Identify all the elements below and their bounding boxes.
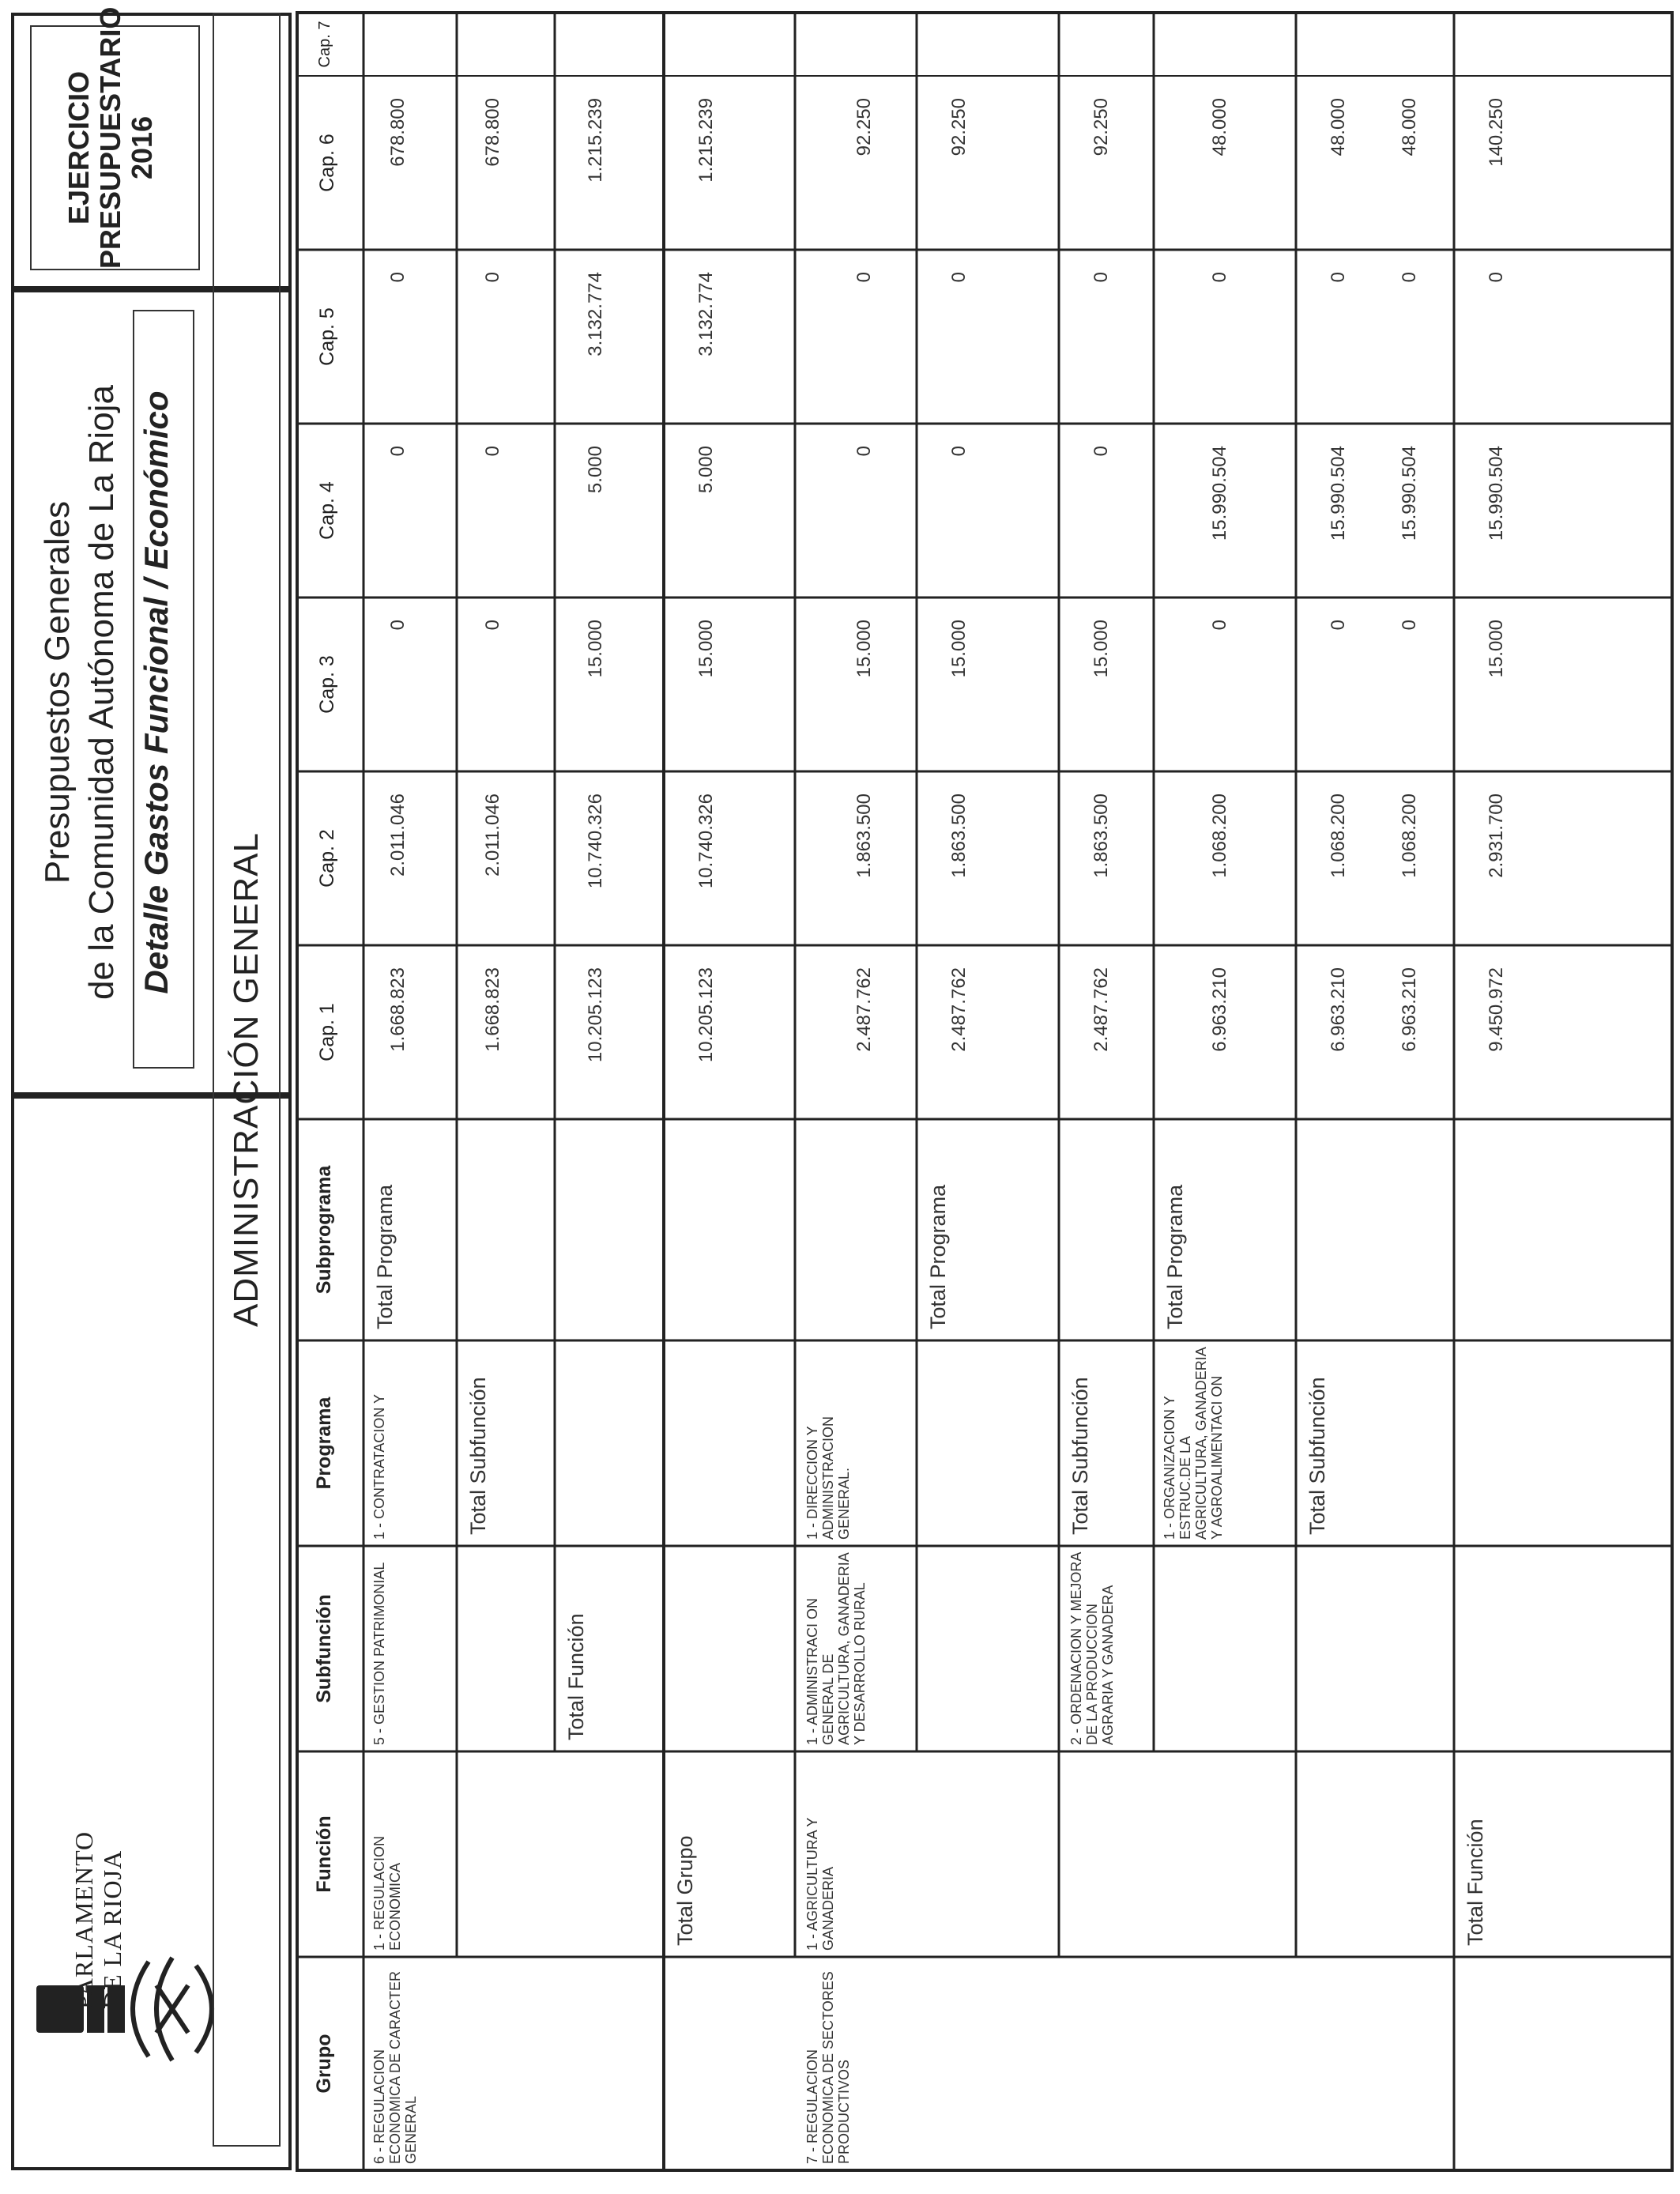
year-line2: PRESUPUESTARIO xyxy=(94,6,126,269)
programa-6-1-5-1-label: 1 - CONTRATACION Y xyxy=(371,1393,387,1540)
parliament-name-line1: PARLAMENTO xyxy=(70,1830,98,2009)
value-cell: 0 xyxy=(948,446,970,457)
value-cell: 15.990.504 xyxy=(1209,446,1230,541)
subfuncion-7-1-1-label: 1 - ADMINISTRACI ON GENERAL DE AGRICULTURA, GANADERIA Y DESARROLLO RURAL xyxy=(804,1553,868,1745)
value-cell: 48.000 xyxy=(1399,98,1420,156)
funcion-6-1-label: 1 - REGULACION ECONOMICA xyxy=(371,1835,403,1951)
value-cell: 0 xyxy=(387,446,409,457)
col-header-cap6: Cap. 6 xyxy=(316,134,338,192)
title-line2: de la Comunidad Autónoma de La Rioja xyxy=(82,385,121,1000)
col-header-cap5: Cap. 5 xyxy=(316,307,338,366)
title-line1: Presupuestos Generales xyxy=(38,500,77,884)
total-grupo-label: Total Grupo xyxy=(673,1835,697,1946)
value-cell: 0 xyxy=(1399,272,1420,283)
value-cell: 15.990.504 xyxy=(1486,446,1507,541)
value-cell: 10.205.123 xyxy=(585,967,606,1063)
value-cell: 10.740.326 xyxy=(585,794,606,889)
value-cell: 0 xyxy=(948,272,970,283)
value-cell: 1.863.500 xyxy=(1090,794,1112,878)
grupo-7-label: 7 - REGULACION ECONOMICA DE SECTORES PRODUCTIVOS xyxy=(804,1971,852,2164)
value-cell: 2.011.046 xyxy=(387,794,409,876)
value-cell: 15.000 xyxy=(1090,620,1112,678)
value-cell: 2.487.762 xyxy=(948,967,970,1052)
value-cell: 0 xyxy=(1209,620,1230,631)
value-cell: 2.487.762 xyxy=(853,967,875,1052)
funcion-7-1-label: 1 - AGRICULTURA Y GANADERIA xyxy=(804,1817,836,1951)
value-cell: 15.990.504 xyxy=(1328,446,1349,541)
parliament-name-line2: DE LA RIOJA xyxy=(98,1849,126,2009)
col-header-subfuncion: Subfunción xyxy=(313,1594,335,1703)
value-cell: 1.215.239 xyxy=(695,98,717,183)
value-cell: 0 xyxy=(1328,620,1349,631)
value-cell: 0 xyxy=(1209,272,1230,283)
value-cell: 0 xyxy=(482,272,503,283)
value-cell: 0 xyxy=(387,272,409,283)
value-cell: 92.250 xyxy=(948,98,970,156)
value-cell: 1.068.200 xyxy=(1399,794,1420,878)
value-cell: 10.740.326 xyxy=(695,794,717,889)
value-cell: 1.863.500 xyxy=(853,794,875,878)
value-cell: 0 xyxy=(1090,446,1112,457)
col-header-programa: Programa xyxy=(313,1397,335,1490)
value-cell: 6.963.210 xyxy=(1399,967,1420,1052)
value-cell: 15.000 xyxy=(853,620,875,678)
value-cell: 1.863.500 xyxy=(948,794,970,878)
value-cell: 5.000 xyxy=(695,446,717,494)
programa-7-1-2-1-label: 1 - ORGANIZACION Y ESTRUC.DE LA AGRICULTURA, GANADERIA Y AGROALIMENTACI ON xyxy=(1162,1348,1225,1540)
subfuncion-6-1-5-label: 5 - GESTION PATRIMONIAL xyxy=(371,1562,387,1745)
total-subfuncion-label: Total Subfunción xyxy=(1068,1377,1092,1535)
subtitle: Detalle Gastos Funcional / Económico xyxy=(137,390,175,994)
value-cell: 0 xyxy=(1486,272,1507,283)
year-line3: 2016 xyxy=(126,115,158,180)
value-cell: 10.205.123 xyxy=(695,967,717,1063)
value-cell: 1.668.823 xyxy=(387,967,409,1052)
value-cell: 0 xyxy=(482,620,503,631)
value-cell: 1.215.239 xyxy=(585,98,606,183)
value-cell: 0 xyxy=(1328,272,1349,283)
value-cell: 1.668.823 xyxy=(482,967,503,1052)
value-cell: 1.068.200 xyxy=(1328,794,1349,878)
value-cell: 0 xyxy=(482,446,503,457)
value-cell: 0 xyxy=(387,620,409,631)
value-cell: 0 xyxy=(853,446,875,457)
value-cell: 0 xyxy=(853,272,875,283)
value-cell: 6.963.210 xyxy=(1209,967,1230,1052)
value-cell: 2.487.762 xyxy=(1090,967,1112,1052)
total-programa-label: Total Programa xyxy=(1163,1184,1187,1329)
value-cell: 2.011.046 xyxy=(482,794,503,876)
value-cell: 2.931.700 xyxy=(1486,794,1507,878)
col-header-cap4: Cap. 4 xyxy=(316,481,338,540)
total-subfuncion-label: Total Subfunción xyxy=(466,1377,490,1535)
value-cell: 3.132.774 xyxy=(585,272,606,356)
total-programa-label: Total Programa xyxy=(926,1184,950,1329)
year-line1: EJERCICIO xyxy=(62,70,95,225)
section-title: ADMINISTRACIÓN GENERAL xyxy=(227,832,266,1327)
value-cell: 6.963.210 xyxy=(1328,967,1349,1052)
value-cell: 15.000 xyxy=(948,620,970,678)
value-cell: 678.800 xyxy=(387,98,409,167)
col-header-funcion: Función xyxy=(313,1815,335,1893)
value-cell: 9.450.972 xyxy=(1486,967,1507,1052)
value-cell: 15.000 xyxy=(695,620,717,678)
value-cell: 5.000 xyxy=(585,446,606,494)
total-programa-label: Total Programa xyxy=(373,1184,397,1329)
col-header-cap3: Cap. 3 xyxy=(316,655,338,714)
value-cell: 1.068.200 xyxy=(1209,794,1230,878)
value-cell: 3.132.774 xyxy=(695,272,717,356)
total-funcion-label: Total Función xyxy=(564,1613,588,1740)
value-cell: 15.990.504 xyxy=(1399,446,1420,541)
value-cell: 15.000 xyxy=(585,620,606,678)
total-subfuncion-label: Total Subfunción xyxy=(1305,1377,1329,1535)
value-cell: 140.250 xyxy=(1486,98,1507,167)
col-header-cap1: Cap. 1 xyxy=(316,1003,338,1061)
value-cell: 0 xyxy=(1090,272,1112,283)
col-header-cap7: Cap. 7 xyxy=(316,21,333,68)
col-header-cap2: Cap. 2 xyxy=(316,829,338,888)
subfuncion-7-1-2-label: 2 - ORDENACION Y MEJORA DE LA PRODUCCION AGRARIA Y GANADERA xyxy=(1068,1552,1116,1745)
col-header-subprograma: Subprograma xyxy=(313,1165,335,1295)
value-cell: 92.250 xyxy=(853,98,875,156)
value-cell: 678.800 xyxy=(482,98,503,167)
value-cell: 92.250 xyxy=(1090,98,1112,156)
programa-7-1-1-1-label: 1 - DIRECCION Y ADMINISTRACION GENERAL. xyxy=(804,1416,852,1540)
value-cell: 0 xyxy=(1399,620,1420,631)
total-funcion-label: Total Función xyxy=(1463,1819,1487,1946)
grupo-6-label: 6 - REGULACION ECONOMICA DE CARACTER GENERAL xyxy=(371,1970,419,2164)
col-header-grupo: Grupo xyxy=(313,2034,335,2094)
value-cell: 48.000 xyxy=(1209,98,1230,156)
value-cell: 48.000 xyxy=(1328,98,1349,156)
value-cell: 15.000 xyxy=(1486,620,1507,678)
